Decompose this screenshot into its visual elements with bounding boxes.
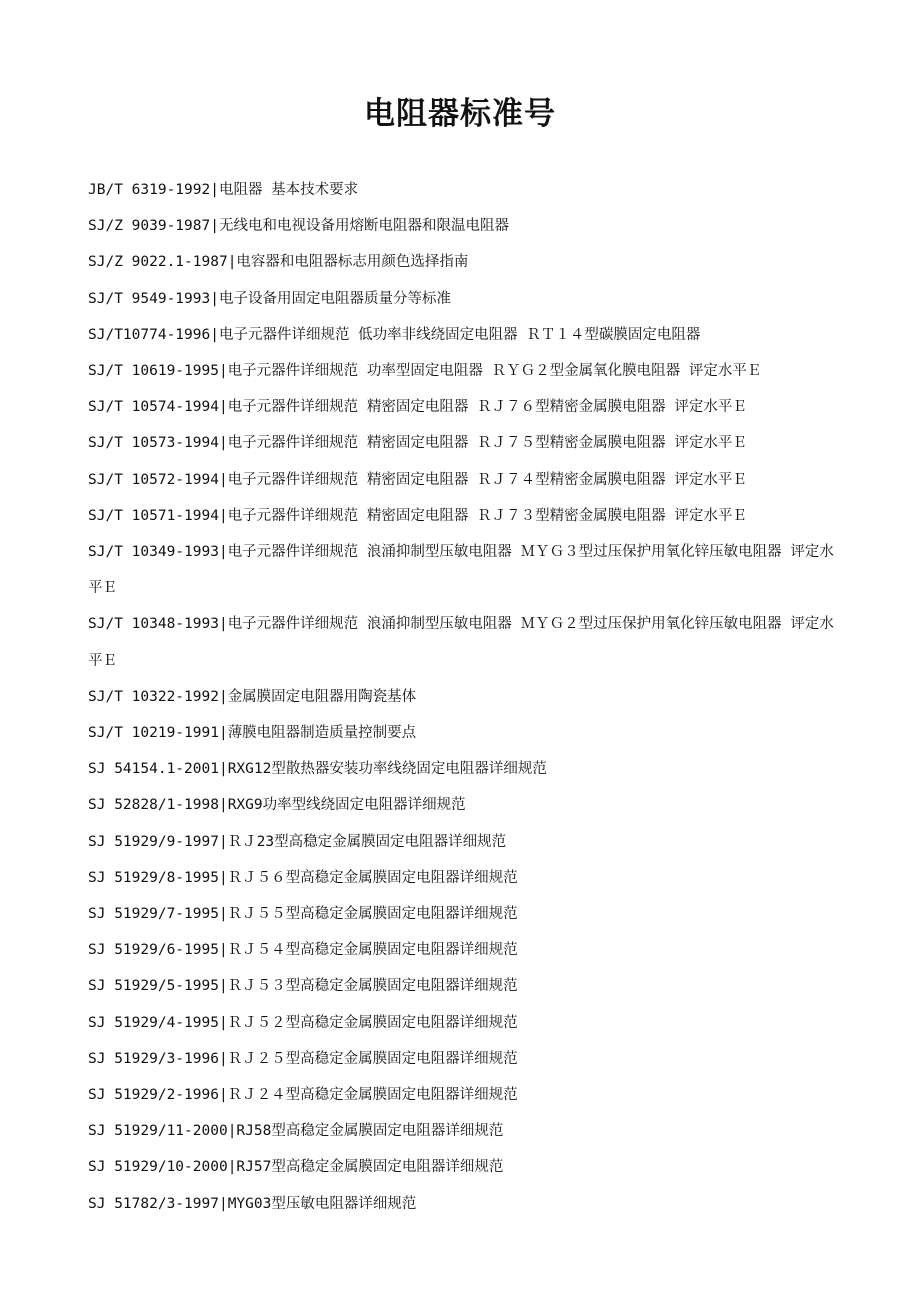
- standard-name: MYG03型压敏电阻器详细规范: [227, 1195, 417, 1212]
- standard-entry: [88, 715, 848, 751]
- standard-name: 电子元器件详细规范 浪涌抑制型压敏电阻器 ＭＹＧ３型过压保护用氧化锌压敏电阻器 评定水平Ｅ: [88, 544, 834, 597]
- standard-name: ＲＪ23型高稳定金属膜固定电阻器详细规范: [227, 833, 507, 850]
- separator-bar: |: [227, 254, 237, 271]
- standard-code: SJ 51929/11-2000: [88, 1123, 228, 1140]
- standard-code: SJ 51929/3-1996: [88, 1050, 219, 1067]
- standard-entry: [88, 172, 848, 208]
- standard-name: 电子元器件详细规范 精密固定电阻器 ＲＪ７６型精密金属膜电阻器 评定水平Ｅ: [227, 399, 747, 416]
- standard-name: 电子元器件详细规范 精密固定电阻器 ＲＪ７５型精密金属膜电阻器 评定水平Ｅ: [227, 435, 747, 452]
- standard-entry: [88, 860, 848, 896]
- standard-name: 电子元器件详细规范 功率型固定电阻器 ＲＹＧ２型金属氧化膜电阻器 评定水平Ｅ: [227, 363, 762, 380]
- separator-bar: |: [218, 435, 228, 452]
- standard-name: ＲＪ５６型高稳定金属膜固定电阻器详细规范: [227, 869, 518, 886]
- standard-code: SJ/Z 9039-1987: [88, 218, 211, 235]
- standard-name: 薄膜电阻器制造质量控制要点: [227, 725, 417, 742]
- standard-code: SJ/T 9549-1993: [88, 290, 211, 307]
- page-title: 电阻器标准号: [364, 96, 556, 132]
- standard-entry: [88, 389, 848, 425]
- standard-code: SJ/T 10571-1994: [88, 507, 219, 524]
- standard-code: SJ/T 10572-1994: [88, 471, 219, 488]
- standard-code: SJ/T 10348-1993: [88, 616, 219, 633]
- standard-entry: [88, 932, 848, 968]
- standard-name: 电容器和电阻器标志用颜色选择指南: [236, 254, 469, 271]
- separator-bar: |: [218, 869, 228, 886]
- standard-entry: [88, 244, 848, 280]
- standard-entry: [88, 1005, 848, 1041]
- standard-entry: [88, 534, 848, 606]
- standard-entry: [88, 606, 848, 678]
- standard-name: RXG12型散热器安装功率线绕固定电阻器详细规范: [227, 761, 547, 778]
- separator-bar: |: [218, 1087, 228, 1104]
- separator-bar: |: [218, 363, 228, 380]
- separator-bar: |: [218, 616, 228, 633]
- separator-bar: |: [218, 1195, 228, 1212]
- separator-bar: |: [218, 1050, 228, 1067]
- standard-name: ＲＪ５２型高稳定金属膜固定电阻器详细规范: [227, 1014, 518, 1031]
- separator-bar: |: [227, 1123, 237, 1140]
- separator-bar: |: [210, 326, 219, 343]
- standard-entry: [88, 353, 848, 389]
- standard-code: SJ 51929/2-1996: [88, 1087, 219, 1104]
- standard-name: 电子元器件详细规范 精密固定电阻器 ＲＪ７３型精密金属膜电阻器 评定水平Ｅ: [227, 507, 747, 524]
- standard-name: RJ57型高稳定金属膜固定电阻器详细规范: [236, 1159, 504, 1176]
- separator-bar: |: [218, 833, 228, 850]
- standard-code: SJ/Z 9022.1-1987: [88, 254, 228, 271]
- separator-bar: |: [210, 182, 219, 198]
- standard-entry: [88, 1149, 848, 1185]
- standard-entry: [88, 824, 848, 860]
- standard-name: ＲＪ５３型高稳定金属膜固定电阻器详细规范: [227, 978, 518, 995]
- separator-bar: |: [210, 218, 219, 235]
- standard-entry: [88, 751, 848, 787]
- standard-name: 电子元器件详细规范 低功率非线绕固定电阻器 ＲＴ１４型碳膜固定电阻器: [218, 326, 701, 343]
- standard-code: SJ/T 10573-1994: [88, 435, 219, 452]
- standard-name: 电阻器 基本技术要求: [218, 182, 359, 198]
- standard-entry: [88, 1113, 848, 1149]
- standard-name: ＲＪ２５型高稳定金属膜固定电阻器详细规范: [227, 1050, 518, 1067]
- standard-code: SJ/T 10219-1991: [88, 725, 219, 742]
- standard-entry: [88, 1186, 848, 1222]
- standard-code: SJ 51782/3-1997: [88, 1195, 219, 1212]
- separator-bar: |: [218, 544, 228, 561]
- standard-code: SJ/T 10619-1995: [88, 363, 219, 380]
- standard-code: SJ 52828/1-1998: [88, 797, 219, 814]
- standards-list: [88, 172, 848, 1222]
- standard-entry: [88, 679, 848, 715]
- standard-entry: [88, 208, 848, 244]
- standard-code: SJ 51929/5-1995: [88, 978, 219, 995]
- separator-bar: |: [218, 761, 228, 778]
- standard-code: SJ 51929/9-1997: [88, 833, 219, 850]
- standard-entry: [88, 462, 848, 498]
- standard-code: SJ 51929/8-1995: [88, 869, 219, 886]
- separator-bar: |: [227, 1159, 237, 1176]
- standard-code: SJ 54154.1-2001: [88, 761, 219, 778]
- separator-bar: |: [218, 725, 228, 742]
- standard-name: RJ58型高稳定金属膜固定电阻器详细规范: [236, 1123, 504, 1140]
- standard-code: SJ 51929/10-2000: [88, 1159, 228, 1176]
- standard-entry: [88, 1077, 848, 1113]
- standard-code: SJ 51929/7-1995: [88, 906, 219, 923]
- standard-entry: [88, 425, 848, 461]
- standard-name: 无线电和电视设备用熔断电阻器和限温电阻器: [218, 218, 509, 235]
- separator-bar: |: [218, 688, 228, 705]
- separator-bar: |: [218, 797, 228, 814]
- standard-entry: [88, 1041, 848, 1077]
- separator-bar: |: [218, 942, 228, 959]
- separator-bar: |: [218, 471, 228, 488]
- separator-bar: |: [218, 507, 228, 524]
- standard-entry: [88, 968, 848, 1004]
- separator-bar: |: [218, 1014, 228, 1031]
- standard-code: JB/T 6319-1992: [88, 182, 211, 198]
- standard-code: SJ/T 10322-1992: [88, 688, 219, 705]
- standard-code: SJ/T10774-1996: [88, 326, 211, 343]
- standard-name: 电子元器件详细规范 浪涌抑制型压敏电阻器 ＭＹＧ２型过压保护用氧化锌压敏电阻器 评定水平Ｅ: [88, 616, 834, 669]
- standard-code: SJ 51929/4-1995: [88, 1014, 219, 1031]
- separator-bar: |: [218, 978, 228, 995]
- separator-bar: |: [210, 290, 219, 307]
- standard-name: 电子设备用固定电阻器质量分等标准: [218, 290, 451, 307]
- standard-entry: [88, 317, 848, 353]
- standard-name: ＲＪ２４型高稳定金属膜固定电阻器详细规范: [227, 1087, 518, 1104]
- standard-code: SJ/T 10349-1993: [88, 544, 219, 561]
- standard-entry: [88, 787, 848, 823]
- standard-name: RXG9功率型线绕固定电阻器详细规范: [227, 797, 466, 814]
- standard-entry: [88, 896, 848, 932]
- standard-entry: [88, 281, 848, 317]
- separator-bar: |: [218, 399, 228, 416]
- separator-bar: |: [218, 906, 228, 923]
- standard-code: SJ 51929/6-1995: [88, 942, 219, 959]
- standard-name: 电子元器件详细规范 精密固定电阻器 ＲＪ７４型精密金属膜电阻器 评定水平Ｅ: [227, 471, 747, 488]
- standard-name: 金属膜固定电阻器用陶瓷基体: [227, 688, 417, 705]
- standard-name: ＲＪ５４型高稳定金属膜固定电阻器详细规范: [227, 942, 518, 959]
- standard-entry: [88, 498, 848, 534]
- standard-name: ＲＪ５５型高稳定金属膜固定电阻器详细规范: [227, 906, 518, 923]
- standard-code: SJ/T 10574-1994: [88, 399, 219, 416]
